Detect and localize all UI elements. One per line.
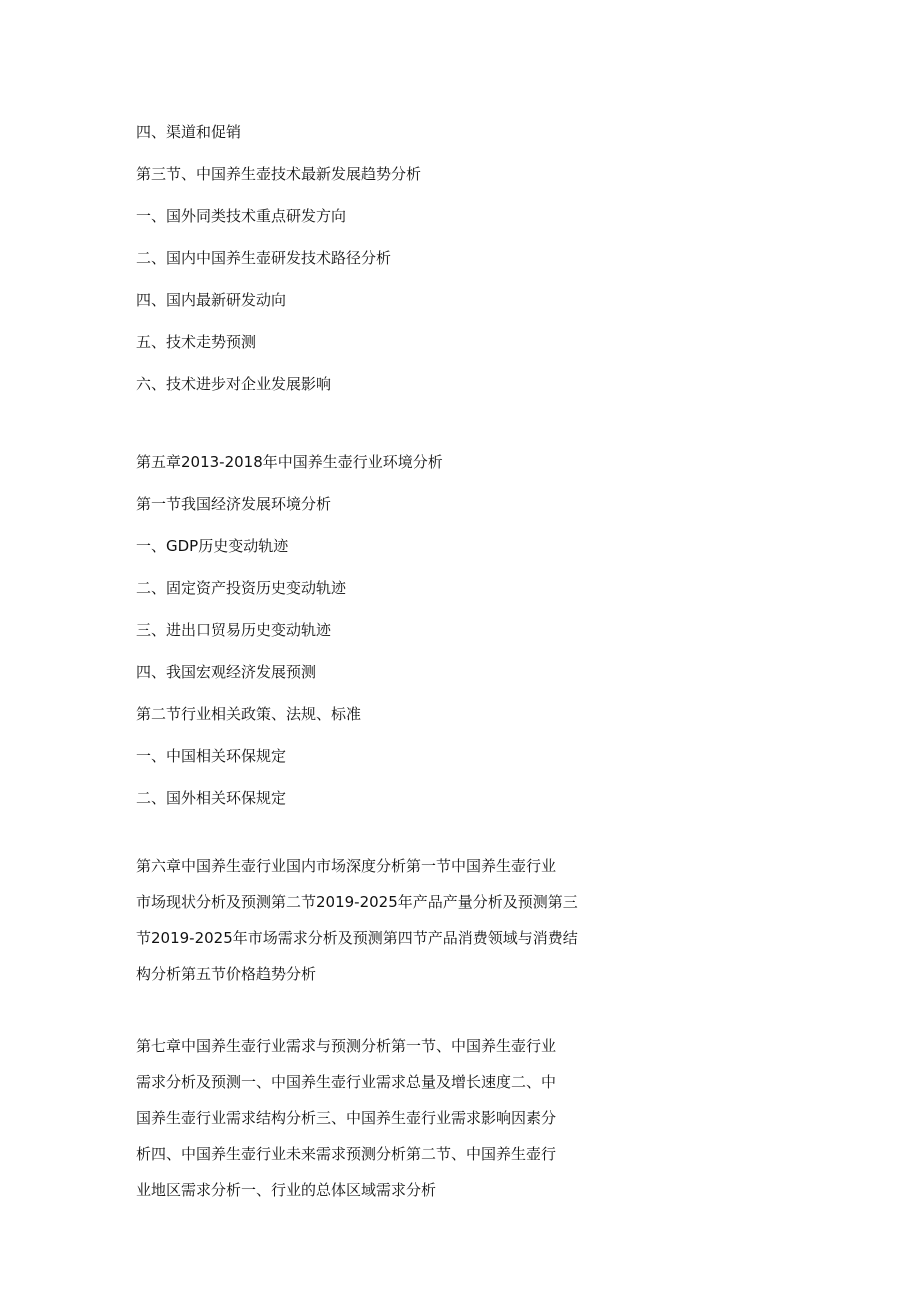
chapter-paragraph-line: 节2019-2025年市场需求分析及预测第四节产品消费领域与消费结 [136,929,578,947]
chapter-paragraph-line: 业地区需求分析一、行业的总体区域需求分析 [136,1181,437,1199]
chapter-heading: 第五章2013-2018年中国养生壶行业环境分析 [136,453,443,471]
toc-line: 二、固定资产投资历史变动轨迹 [136,579,347,597]
toc-line: 二、国外相关环保规定 [136,789,287,807]
toc-line: 六、技术进步对企业发展影响 [136,375,332,393]
toc-line: 一、中国相关环保规定 [136,747,287,765]
toc-line: 二、国内中国养生壶研发技术路径分析 [136,249,392,267]
chapter-paragraph-line: 第七章中国养生壶行业需求与预测分析第一节、中国养生壶行业 [136,1037,557,1055]
chapter-paragraph-line: 市场现状分析及预测第二节2019-2025年产品产量分析及预测第三 [136,893,578,911]
toc-line: 四、国内最新研发动向 [136,291,287,309]
toc-line: 第三节、中国养生壶技术最新发展趋势分析 [136,165,422,183]
chapter-paragraph-line: 国养生壶行业需求结构分析三、中国养生壶行业需求影响因素分 [136,1109,557,1127]
toc-line: 第一节我国经济发展环境分析 [136,495,332,513]
toc-line: 第二节行业相关政策、法规、标准 [136,705,362,723]
chapter-paragraph-line: 需求分析及预测一、中国养生壶行业需求总量及增长速度二、中 [136,1073,557,1091]
toc-line: 四、我国宏观经济发展预测 [136,663,317,681]
toc-line: 一、国外同类技术重点研发方向 [136,207,347,225]
toc-line: 三、进出口贸易历史变动轨迹 [136,621,332,639]
chapter-paragraph-line: 析四、中国养生壶行业未来需求预测分析第二节、中国养生壶行 [136,1145,557,1163]
chapter-paragraph-line: 构分析第五节价格趋势分析 [136,965,317,983]
chapter-paragraph-line: 第六章中国养生壶行业国内市场深度分析第一节中国养生壶行业 [136,857,557,875]
toc-line: 四、渠道和促销 [136,123,242,141]
toc-line: 五、技术走势预测 [136,333,257,351]
toc-line: 一、GDP历史变动轨迹 [136,537,289,555]
